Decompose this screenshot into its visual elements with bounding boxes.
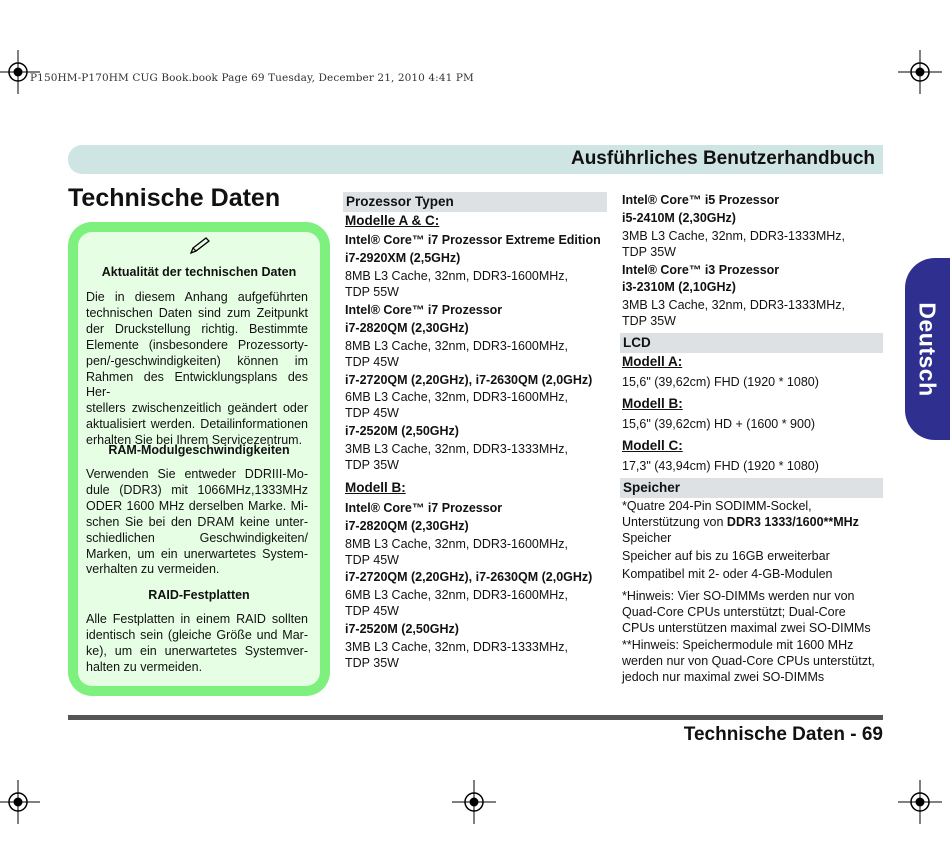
note-line: verhalten zu vermeiden. (86, 562, 220, 577)
note-paragraph-ram (86, 467, 308, 578)
memory-note: **Hinweis: Speichermodule mit 1600 MHz (622, 638, 854, 652)
note-line: Marken, um ein unerwartetes System- (86, 546, 308, 561)
subhead-models-ac: Modelle A & C: (345, 213, 440, 228)
lcd-spec: 15,6" (39,62cm) FHD (1920 * 1080) (622, 375, 819, 389)
cpu-model: i7-2920XM (2,5GHz) (345, 251, 461, 265)
subhead-lcd-model-a: Modell A: (622, 354, 683, 369)
memory-spec (622, 514, 859, 530)
cpu-spec: 6MB L3 Cache, 32nm, DDR3-1600MHz, (345, 588, 569, 602)
cpu-spec: 8MB L3 Cache, 32nm, DDR3-1600MHz, (345, 339, 569, 353)
note-line: pen/-geschwindigkeiten) können im (86, 353, 308, 368)
cpu-tdp: TDP 35W (622, 314, 676, 328)
cpu-model: i5-2410M (2,30GHz) (622, 211, 736, 225)
pencil-icon (188, 236, 212, 256)
cpu-tdp: TDP 45W (345, 355, 399, 369)
memory-note: werden nur von Quad-Core CPUs unterstützt, (622, 654, 875, 668)
lcd-spec: 17,3" (43,94cm) FHD (1920 * 1080) (622, 459, 819, 473)
memory-note: jedoch nur maximal zwei SO-DIMMs (622, 670, 825, 684)
cpu-model: i7-2720QM (2,20GHz), i7-2630QM (2,0GHz) (345, 570, 593, 584)
note-line: dule (DDR3) mit 1066MHz,1333MHz (86, 482, 308, 497)
cpu-model: i3-2310M (2,10GHz) (622, 280, 736, 294)
memory-spec-bold: DDR3 1333/1600**MHz (726, 515, 859, 529)
cpu-spec: 3MB L3 Cache, 32nm, DDR3-1333MHz, (345, 640, 569, 654)
note-heading-ram: RAM-Modulgeschwindigkeiten (108, 443, 290, 457)
memory-note: *Hinweis: Vier SO-DIMMs werden nur von (622, 589, 855, 603)
cpu-tdp: TDP 35W (345, 656, 399, 670)
note-line: der Druckstellung richtig. Bestimmte (86, 321, 308, 336)
language-side-tab-label (904, 258, 950, 440)
cpu-tdp: TDP 35W (345, 458, 399, 472)
crop-mark-top-left (0, 50, 40, 94)
cpu-tdp: TDP 55W (345, 285, 399, 299)
crop-mark-bottom-left (0, 780, 40, 824)
print-header: P150HM-P170HM CUG Book.book Page 69 Tuesday, December 21, 2010 4:41 PM (30, 72, 474, 84)
memory-spec: Speicher (622, 531, 672, 545)
note-line: technischen Daten sind zum Zeitpunkt (86, 305, 308, 320)
lcd-spec: 15,6" (39,62cm) HD + (1600 * 900) (622, 417, 816, 431)
cpu-model: i7-2520M (2,50GHz) (345, 424, 459, 438)
cpu-spec: 8MB L3 Cache, 32nm, DDR3-1600MHz, (345, 269, 569, 283)
note-line: Rahmen des Entwicklungsplans des Her- (86, 369, 308, 400)
memory-spec: *Quatre 204-Pin SODIMM-Sockel, (622, 499, 812, 513)
note-line: Verwenden Sie entweder DDRIII-Mo- (86, 467, 308, 481)
memory-spec-text: Unterstützung von (622, 515, 727, 529)
note-line: stellers zwischenzeitlich geändert oder (86, 401, 308, 416)
cpu-model: i7-2520M (2,50GHz) (345, 622, 459, 636)
cpu-spec: 8MB L3 Cache, 32nm, DDR3-1600MHz, (345, 537, 569, 551)
cpu-spec: 3MB L3 Cache, 32nm, DDR3-1333MHz, (622, 298, 846, 312)
subhead-lcd-model-b: Modell B: (622, 396, 683, 411)
note-heading-raid: RAID-Festplatten (148, 588, 250, 602)
header-title: Ausführliches Benutzerhandbuch (570, 148, 875, 169)
cpu-spec: 3MB L3 Cache, 32nm, DDR3-1333MHz, (622, 229, 846, 243)
cpu-tdp: TDP 45W (345, 406, 399, 420)
cpu-name: Intel® Core™ i5 Prozessor (622, 193, 780, 207)
note-line: schiedlichen Geschwindigkeiten/ (86, 530, 308, 545)
cpu-tdp: TDP 45W (345, 604, 399, 618)
note-line: erhalten Sie bei Ihrem Servicezentrum. (86, 433, 303, 448)
note-heading-specs: Aktualität der technischen Daten (101, 265, 297, 279)
note-line: schen Sie bei den DRAM keine unter- (86, 514, 308, 529)
cpu-name: Intel® Core™ i3 Prozessor (622, 263, 780, 277)
memory-note: CPUs unterstützen maximal zwei SO-DIMMs (622, 621, 871, 635)
note-paragraph-specs (86, 290, 308, 449)
crop-mark-top-right (898, 50, 942, 94)
section-head-memory: Speicher (620, 478, 883, 498)
note-line: ke), um ein unerwartetes Systemver- (86, 643, 308, 658)
page-title: Technische Daten (68, 184, 281, 212)
section-head-lcd: LCD (620, 333, 883, 353)
cpu-tdp: TDP 45W (345, 553, 399, 567)
language-label: Deutsch (914, 301, 941, 397)
crop-mark-bottom-center (452, 780, 496, 824)
cpu-model: i7-2820QM (2,30GHz) (345, 321, 469, 335)
note-line: ODER 1600 MHz derselben Marke. Mi- (86, 498, 308, 513)
cpu-name: Intel® Core™ i7 Prozessor Extreme Edition (345, 233, 601, 247)
memory-note: Quad-Core CPUs unterstützt; Dual-Core (622, 605, 846, 619)
note-line: Elemente (insbesondere Prozessorty- (86, 337, 308, 352)
note-paragraph-raid (86, 612, 308, 676)
cpu-name: Intel® Core™ i7 Prozessor (345, 501, 503, 515)
note-line: Die in diesem Anhang aufgeführten (86, 290, 308, 304)
cpu-model: i7-2720QM (2,20GHz), i7-2630QM (2,0GHz) (345, 373, 593, 387)
subhead-model-b: Modell B: (345, 480, 406, 495)
cpu-tdp: TDP 35W (622, 245, 676, 259)
crop-mark-bottom-right (898, 780, 942, 824)
footer-rule (68, 715, 883, 720)
header-bar (68, 145, 883, 174)
memory-spec: Speicher auf bis zu 16GB erweiterbar (622, 549, 830, 563)
note-line: Alle Festplatten in einem RAID sollten (86, 612, 308, 626)
footer-page-title: Technische Daten - 69 (683, 724, 883, 745)
note-line: identisch sein (gleiche Größe und Mar- (86, 627, 308, 642)
note-line: halten zu vermeiden. (86, 659, 203, 674)
section-head-processor: Prozessor Typen (343, 192, 607, 212)
memory-spec: Kompatibel mit 2- oder 4-GB-Modulen (622, 567, 833, 581)
note-line: aktualisiert werden. Detailinformationen (86, 417, 308, 432)
cpu-name: Intel® Core™ i7 Prozessor (345, 303, 503, 317)
cpu-spec: 6MB L3 Cache, 32nm, DDR3-1600MHz, (345, 390, 569, 404)
subhead-lcd-model-c: Modell C: (622, 438, 683, 453)
cpu-model: i7-2820QM (2,30GHz) (345, 519, 469, 533)
cpu-spec: 3MB L3 Cache, 32nm, DDR3-1333MHz, (345, 442, 569, 456)
